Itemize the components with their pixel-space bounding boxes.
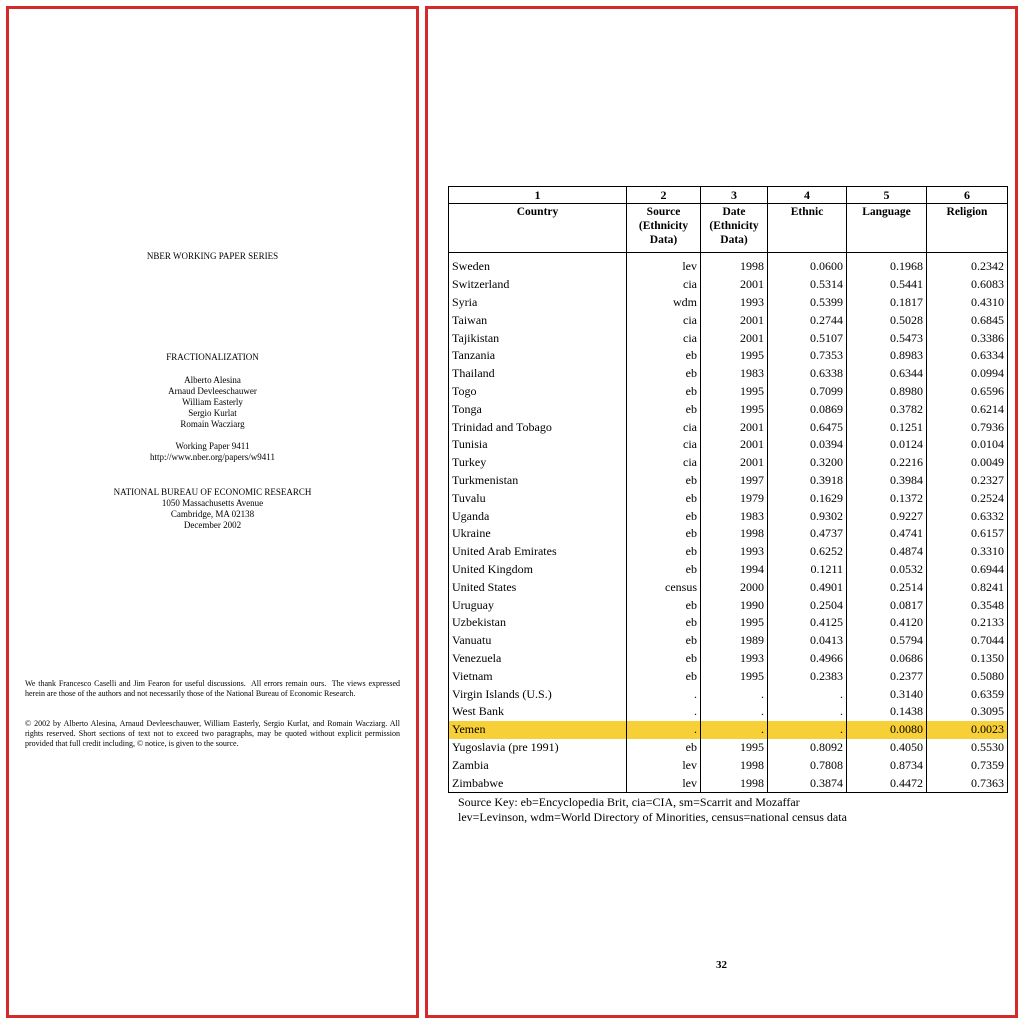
paper-url[interactable]: http://www.nber.org/papers/w9411 — [150, 452, 275, 462]
table-row — [449, 774, 1008, 792]
cell-source: wdm — [627, 294, 701, 312]
cell-country: Tanzania — [449, 347, 627, 365]
cell-country: Thailand — [449, 365, 627, 383]
cell-date: 2001 — [701, 436, 768, 454]
cell-country: Taiwan — [449, 311, 627, 329]
cell-country: Virgin Islands (U.S.) — [449, 685, 627, 703]
header-date-line: (Ethnicity — [709, 220, 759, 232]
cell-language: 0.5473 — [847, 329, 927, 347]
left-page — [6, 6, 419, 1018]
cell-language: 0.8734 — [847, 756, 927, 774]
cell-date: 2001 — [701, 329, 768, 347]
column-number: 3 — [701, 187, 768, 204]
cell-country: Switzerland — [449, 276, 627, 294]
table-row — [449, 347, 1008, 365]
column-number: 2 — [627, 187, 701, 204]
cell-source: eb — [627, 507, 701, 525]
cell-source: cia — [627, 436, 701, 454]
cell-country: West Bank — [449, 703, 627, 721]
cell-country: Uganda — [449, 507, 627, 525]
cell-country: Ukraine — [449, 525, 627, 543]
cell-source: . — [627, 703, 701, 721]
cell-source: eb — [627, 739, 701, 757]
series-label: NBER WORKING PAPER SERIES — [146, 251, 279, 261]
cell-ethnic: 0.3874 — [768, 774, 847, 792]
cell-religion: 0.3548 — [927, 596, 1008, 614]
cell-religion: 0.6334 — [927, 347, 1008, 365]
cell-religion: 0.4310 — [927, 294, 1008, 312]
cell-religion: 0.8241 — [927, 578, 1008, 596]
author: Arnaud Devleeschauwer — [168, 386, 257, 396]
cell-language: 0.1438 — [847, 703, 927, 721]
table-row — [449, 329, 1008, 347]
table-row — [449, 454, 1008, 472]
table-row — [449, 311, 1008, 329]
cell-country: Turkmenistan — [449, 472, 627, 490]
cell-religion: 0.7359 — [927, 756, 1008, 774]
cell-country: Tuvalu — [449, 489, 627, 507]
table-row — [449, 525, 1008, 543]
cell-source: eb — [627, 650, 701, 668]
header-ethnic: Ethnic — [768, 204, 847, 253]
table-row — [449, 756, 1008, 774]
cell-ethnic: 0.4125 — [768, 614, 847, 632]
cell-source: eb — [627, 667, 701, 685]
cell-religion: 0.6083 — [927, 276, 1008, 294]
cell-language: 0.1968 — [847, 258, 927, 276]
cell-date: 1983 — [701, 365, 768, 383]
table-body — [449, 258, 1008, 792]
header-language: Language — [847, 204, 927, 253]
cell-date: 1993 — [701, 650, 768, 668]
cell-date: 2001 — [701, 418, 768, 436]
cell-source: eb — [627, 383, 701, 401]
cell-date: 1994 — [701, 561, 768, 579]
column-number: 6 — [927, 187, 1008, 204]
cell-language: 0.2216 — [847, 454, 927, 472]
table-row-highlighted — [449, 721, 1008, 739]
cell-language: 0.0124 — [847, 436, 927, 454]
cell-country: Vietnam — [449, 667, 627, 685]
cell-source: . — [627, 721, 701, 739]
table-row — [449, 418, 1008, 436]
cell-country: Uzbekistan — [449, 614, 627, 632]
cell-ethnic: 0.3918 — [768, 472, 847, 490]
table-row — [449, 489, 1008, 507]
source-key-line-2: lev=Levinson, wdm=World Directory of Minorities, census=national census data — [458, 810, 847, 824]
header-source — [627, 204, 701, 253]
cell-date: . — [701, 721, 768, 739]
cell-religion: 0.2342 — [927, 258, 1008, 276]
table-row — [449, 667, 1008, 685]
publisher-info — [9, 487, 416, 531]
cell-language: 0.1251 — [847, 418, 927, 436]
cell-source: eb — [627, 347, 701, 365]
cell-language: 0.4741 — [847, 525, 927, 543]
cell-language: 0.0532 — [847, 561, 927, 579]
cell-date: 1997 — [701, 472, 768, 490]
copyright-notice — [25, 719, 400, 749]
cell-ethnic: 0.6252 — [768, 543, 847, 561]
cell-source: lev — [627, 774, 701, 792]
cell-ethnic: 0.3200 — [768, 454, 847, 472]
column-number: 4 — [768, 187, 847, 204]
cell-date: 1990 — [701, 596, 768, 614]
cell-language: 0.0817 — [847, 596, 927, 614]
page-number: 32 — [716, 959, 727, 971]
header-source-line: Source — [646, 206, 681, 218]
cell-source: census — [627, 578, 701, 596]
cell-date: . — [701, 703, 768, 721]
acknowledgements — [25, 679, 400, 699]
cell-source: cia — [627, 454, 701, 472]
cell-country: Yemen — [449, 721, 627, 739]
publication-date: December 2002 — [183, 520, 242, 530]
cell-ethnic: 0.7099 — [768, 383, 847, 401]
cell-country: Tajikistan — [449, 329, 627, 347]
cell-date: 1995 — [701, 667, 768, 685]
table-row — [449, 258, 1008, 276]
cell-ethnic: 0.7808 — [768, 756, 847, 774]
right-page — [425, 6, 1018, 1018]
cell-ethnic: . — [768, 685, 847, 703]
cell-source: eb — [627, 543, 701, 561]
cell-ethnic: 0.5314 — [768, 276, 847, 294]
cell-language: 0.4472 — [847, 774, 927, 792]
cell-ethnic: 0.0869 — [768, 400, 847, 418]
cell-language: 0.0686 — [847, 650, 927, 668]
cell-date: 1995 — [701, 614, 768, 632]
cell-language: 0.2377 — [847, 667, 927, 685]
cell-language: 0.3782 — [847, 400, 927, 418]
cell-ethnic: 0.4966 — [768, 650, 847, 668]
cell-religion: 0.0023 — [927, 721, 1008, 739]
cell-date: 2001 — [701, 276, 768, 294]
cell-date: 1979 — [701, 489, 768, 507]
cell-date: 1983 — [701, 507, 768, 525]
cell-religion: 0.3095 — [927, 703, 1008, 721]
cell-source: cia — [627, 418, 701, 436]
cell-date: 1995 — [701, 739, 768, 757]
cell-ethnic: 0.2744 — [768, 311, 847, 329]
cell-country: Venezuela — [449, 650, 627, 668]
cell-religion: 0.6214 — [927, 400, 1008, 418]
cell-date: 1998 — [701, 756, 768, 774]
cell-country: Zambia — [449, 756, 627, 774]
cell-religion: 0.6596 — [927, 383, 1008, 401]
cell-country: Yugoslavia (pre 1991) — [449, 739, 627, 757]
header-country: Country — [449, 204, 627, 253]
cell-country: Syria — [449, 294, 627, 312]
working-paper-number: Working Paper 9411 — [175, 441, 250, 451]
cell-date: 2001 — [701, 311, 768, 329]
cell-ethnic: 0.5107 — [768, 329, 847, 347]
cell-language: 0.2514 — [847, 578, 927, 596]
table-row — [449, 703, 1008, 721]
cell-country: Tonga — [449, 400, 627, 418]
cell-date: 1995 — [701, 400, 768, 418]
cell-ethnic: 0.1629 — [768, 489, 847, 507]
cell-source: . — [627, 685, 701, 703]
cell-country: Togo — [449, 383, 627, 401]
cell-ethnic: 0.4737 — [768, 525, 847, 543]
cell-ethnic: . — [768, 703, 847, 721]
table-row — [449, 276, 1008, 294]
column-number-row — [449, 187, 1008, 204]
cell-source: eb — [627, 489, 701, 507]
cell-language: 0.5794 — [847, 632, 927, 650]
cell-country: United States — [449, 578, 627, 596]
table-row — [449, 614, 1008, 632]
cell-ethnic: 0.0413 — [768, 632, 847, 650]
cell-source: eb — [627, 632, 701, 650]
header-source-line: (Ethnicity — [638, 220, 689, 232]
table-row — [449, 650, 1008, 668]
table-row — [449, 739, 1008, 757]
cell-ethnic: 0.1211 — [768, 561, 847, 579]
cell-religion: 0.0994 — [927, 365, 1008, 383]
table-row — [449, 472, 1008, 490]
cell-language: 0.0080 — [847, 721, 927, 739]
cell-ethnic: 0.9302 — [768, 507, 847, 525]
column-number: 5 — [847, 187, 927, 204]
table-row — [449, 578, 1008, 596]
cell-language: 0.4120 — [847, 614, 927, 632]
cell-source: cia — [627, 276, 701, 294]
cell-country: United Arab Emirates — [449, 543, 627, 561]
series-title — [9, 251, 416, 262]
cell-language: 0.4874 — [847, 543, 927, 561]
cell-date: 2000 — [701, 578, 768, 596]
cell-source: eb — [627, 400, 701, 418]
cell-language: 0.3140 — [847, 685, 927, 703]
cell-source: cia — [627, 329, 701, 347]
cell-language: 0.8980 — [847, 383, 927, 401]
cell-religion: 0.3310 — [927, 543, 1008, 561]
source-key — [458, 795, 847, 825]
cell-religion: 0.5530 — [927, 739, 1008, 757]
cell-date: 1989 — [701, 632, 768, 650]
cell-source: eb — [627, 365, 701, 383]
cell-source: lev — [627, 756, 701, 774]
cell-language: 0.1817 — [847, 294, 927, 312]
fractionalization-table — [448, 186, 1008, 793]
cell-religion: 0.0049 — [927, 454, 1008, 472]
column-header-row — [449, 204, 1008, 253]
table-row — [449, 561, 1008, 579]
cell-religion: 0.6359 — [927, 685, 1008, 703]
author: Romain Wacziarg — [180, 419, 245, 429]
cell-religion: 0.7363 — [927, 774, 1008, 792]
cell-religion: 0.2524 — [927, 489, 1008, 507]
cell-date: 1993 — [701, 543, 768, 561]
cell-source: eb — [627, 472, 701, 490]
paper-title — [9, 352, 416, 363]
author: William Easterly — [182, 397, 243, 407]
table-row — [449, 543, 1008, 561]
publisher-address-1: 1050 Massachusetts Avenue — [161, 498, 264, 508]
cell-ethnic: 0.8092 — [768, 739, 847, 757]
author: Sergio Kurlat — [188, 408, 237, 418]
cell-language: 0.4050 — [847, 739, 927, 757]
cell-source: cia — [627, 311, 701, 329]
paper-title-text: FRACTIONALIZATION — [166, 352, 259, 362]
header-source-line: Data) — [649, 234, 678, 246]
cell-source: eb — [627, 561, 701, 579]
cell-date: . — [701, 685, 768, 703]
source-key-line-1: Source Key: eb=Encyclopedia Brit, cia=CIA, sm=Scarrit and Mozaffar — [458, 795, 800, 809]
column-number: 1 — [449, 187, 627, 204]
cell-religion: 0.2327 — [927, 472, 1008, 490]
cell-language: 0.3984 — [847, 472, 927, 490]
cell-ethnic: 0.2504 — [768, 596, 847, 614]
cell-ethnic: 0.0600 — [768, 258, 847, 276]
cell-date: 1995 — [701, 383, 768, 401]
publisher-name: NATIONAL BUREAU OF ECONOMIC RESEARCH — [113, 487, 312, 497]
cell-language: 0.5028 — [847, 311, 927, 329]
table-row — [449, 383, 1008, 401]
cell-religion: 0.7044 — [927, 632, 1008, 650]
cell-religion: 0.7936 — [927, 418, 1008, 436]
cell-country: United Kingdom — [449, 561, 627, 579]
cell-country: Tunisia — [449, 436, 627, 454]
cell-language: 0.5441 — [847, 276, 927, 294]
cell-country: Uruguay — [449, 596, 627, 614]
header-date-line: Date — [722, 206, 746, 218]
cell-religion: 0.6845 — [927, 311, 1008, 329]
cell-country: Turkey — [449, 454, 627, 472]
table-row — [449, 294, 1008, 312]
acknowledgements-text: We thank Francesco Caselli and Jim Fearon for useful discussions. All errors remain ours. The views expressed herein are those of the authors and not necessarily those of the National Bureau of Economic Research. — [25, 679, 402, 698]
cell-country: Zimbabwe — [449, 774, 627, 792]
author-list — [9, 375, 416, 430]
cell-language: 0.8983 — [847, 347, 927, 365]
cell-date: 1998 — [701, 525, 768, 543]
cell-country: Trinidad and Tobago — [449, 418, 627, 436]
header-religion: Religion — [927, 204, 1008, 253]
table-row — [449, 400, 1008, 418]
table-row — [449, 436, 1008, 454]
cell-religion: 0.2133 — [927, 614, 1008, 632]
cell-country: Vanuatu — [449, 632, 627, 650]
cell-religion: 0.0104 — [927, 436, 1008, 454]
cell-date: 2001 — [701, 454, 768, 472]
table-row — [449, 632, 1008, 650]
cell-religion: 0.3386 — [927, 329, 1008, 347]
cell-ethnic: . — [768, 721, 847, 739]
cell-ethnic: 0.7353 — [768, 347, 847, 365]
table-row — [449, 365, 1008, 383]
cell-language: 0.1372 — [847, 489, 927, 507]
cell-ethnic: 0.0394 — [768, 436, 847, 454]
cell-source: eb — [627, 525, 701, 543]
cell-language: 0.6344 — [847, 365, 927, 383]
cell-religion: 0.6944 — [927, 561, 1008, 579]
author: Alberto Alesina — [184, 375, 241, 385]
cell-ethnic: 0.2383 — [768, 667, 847, 685]
working-paper-info — [9, 441, 416, 463]
table-row — [449, 507, 1008, 525]
cell-source: eb — [627, 614, 701, 632]
cell-ethnic: 0.6475 — [768, 418, 847, 436]
cell-religion: 0.5080 — [927, 667, 1008, 685]
cell-religion: 0.6332 — [927, 507, 1008, 525]
cell-date: 1998 — [701, 258, 768, 276]
cell-language: 0.9227 — [847, 507, 927, 525]
copyright-text: © 2002 by Alberto Alesina, Arnaud Devleeschauwer, William Easterly, Sergio Kurlat, and Romain Wacziarg. All rights reserved. Short sections of text not to exceed two paragraphs, may be quoted without explicit permission provided that full credit including, © notice, is given to the source. — [25, 719, 402, 748]
cell-date: 1995 — [701, 347, 768, 365]
cell-date: 1993 — [701, 294, 768, 312]
table-row — [449, 685, 1008, 703]
header-date-line: Data) — [720, 234, 748, 246]
publisher-address-2: Cambridge, MA 02138 — [170, 509, 255, 519]
cell-date: 1998 — [701, 774, 768, 792]
cell-source: lev — [627, 258, 701, 276]
cell-ethnic: 0.5399 — [768, 294, 847, 312]
cell-religion: 0.1350 — [927, 650, 1008, 668]
cell-country: Sweden — [449, 258, 627, 276]
cell-religion: 0.6157 — [927, 525, 1008, 543]
cell-ethnic: 0.4901 — [768, 578, 847, 596]
cell-ethnic: 0.6338 — [768, 365, 847, 383]
cell-source: eb — [627, 596, 701, 614]
header-date — [701, 204, 768, 253]
table-row — [449, 596, 1008, 614]
